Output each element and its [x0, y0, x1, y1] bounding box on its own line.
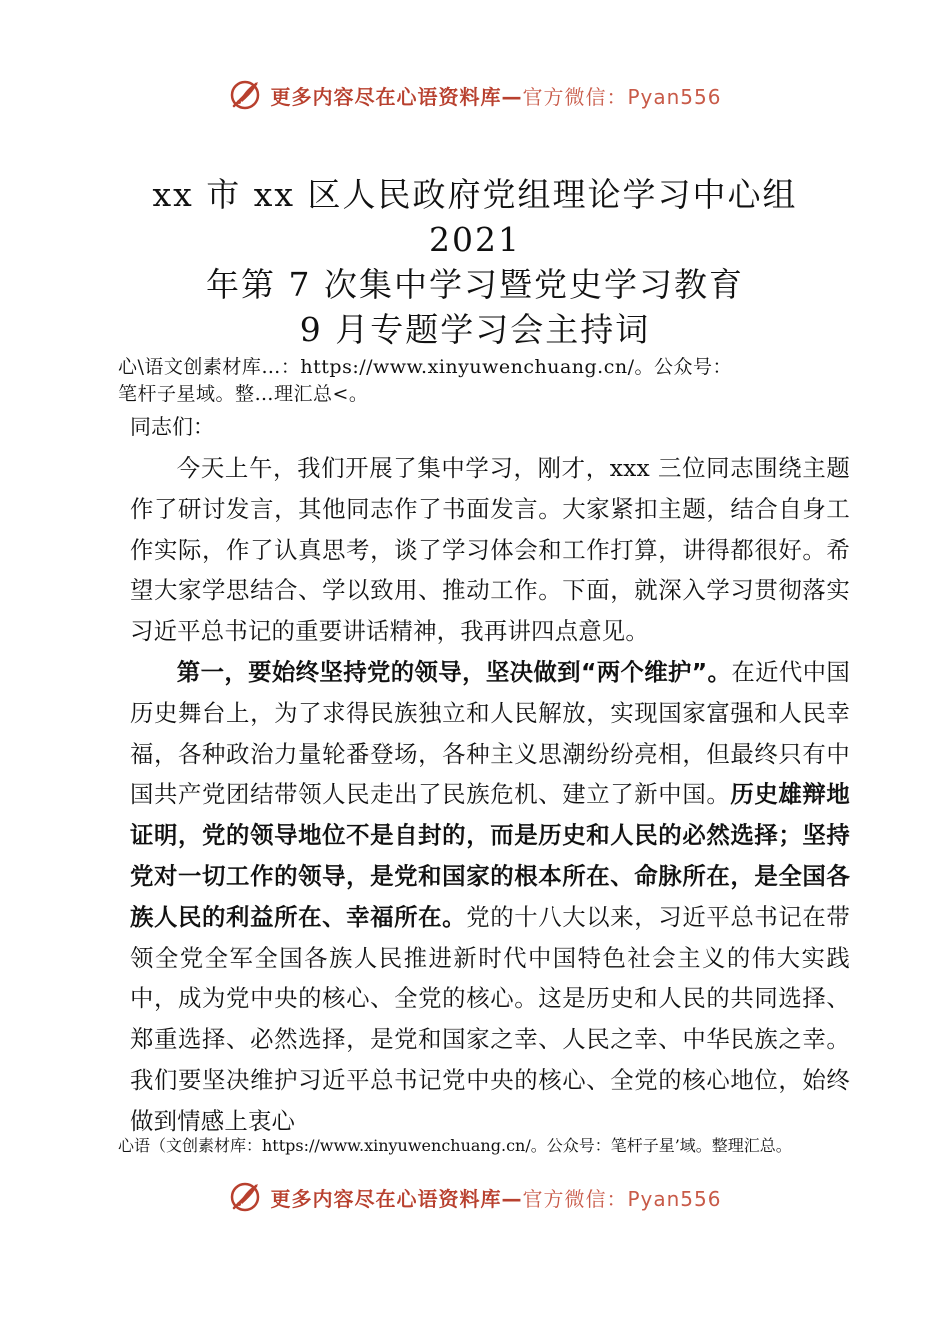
document-body	[130, 448, 850, 1142]
source-note	[118, 354, 878, 408]
first-point-text-a: 在近代中国历史舞台上，为了求得民族独立和人民解放，实现国家富强和人民幸福，各种政治力量轮番登场，各种主义思潮纷纷亮相，但最终只有中国共产党团结带领人民走出了民族危机、建立了新中国。	[130, 657, 851, 809]
first-point-emphasis: 历史雄辩地证明，党的领导地位不是自封的，而是历史和人民的必然选择；坚持党对一切工作的领导，是党和国家的根本所在、命脉所在，是全国各族人民的利益所在、幸福所在。	[130, 780, 851, 931]
quill-logo-icon	[228, 1180, 262, 1214]
first-point-text-b: 党的十八大以来，习近平总书记在带领全党全军全国各族人民推进新时代中国特色社会主义的伟大实践中，成为党中央的核心、全党的核心。这是历史和人民的共同选择、郑重选择、必然选择，是党和国家之幸、人民之幸、中华民族之幸。我们要坚决维护习近平总书记党中央的核心、全党的核心地位，始终做到情感上衷心	[130, 902, 850, 1135]
paragraph-intro: 今天上午，我们开展了集中学习，刚才，xxx 三位同志围绕主题作了研讨发言，其他同志作了书面发言。大家紧扣主题，结合自身工作实际，作了认真思考，谈了学习体会和工作打算，讲得都很好。希望大家学思结合、学以致用、推动工作。下面，就深入学习贯彻落实习近平总书记的重要讲话精神，我再讲四点意见。	[130, 454, 850, 646]
banner-text: 更多内容尽在心语资料库—官方微信：Pyan556	[270, 1186, 722, 1211]
salutation: 同志们：	[130, 415, 214, 439]
top-banner	[0, 70, 950, 120]
source-note-line-1: 心\语文创素材库…：https://www.xinyuwenchuang.cn/。公众号：	[118, 356, 733, 378]
banner-wechat: 官方微信：Pyan556	[522, 84, 722, 109]
banner-wechat: 官方微信：Pyan556	[522, 1186, 722, 1211]
source-note-line-2: 笔杆子星域。整…理汇总<。	[118, 383, 369, 405]
bottom-banner	[0, 1172, 950, 1222]
title-line-1: xx 市 xx 区人民政府党组理论学习中心组	[152, 175, 798, 214]
title-line-2: 2021	[429, 220, 521, 259]
document-title	[60, 172, 890, 352]
first-point-heading: 第一，要始终坚持党的领导，坚决做到“两个维护”。	[176, 657, 732, 686]
banner-text: 更多内容尽在心语资料库—官方微信：Pyan556	[270, 84, 722, 109]
paragraph-first-point	[130, 652, 850, 1142]
footer-source-note: 心语（文创素材库：https://www.xinyuwenchuang.cn/。公众号：笔杆子星’域。整理汇总。	[118, 1136, 792, 1155]
quill-logo-icon	[228, 78, 262, 112]
title-line-3: 年第 7 次集中学习暨党史学习教育	[206, 265, 744, 304]
title-line-4: 9 月专题学习会主持词	[299, 310, 651, 349]
